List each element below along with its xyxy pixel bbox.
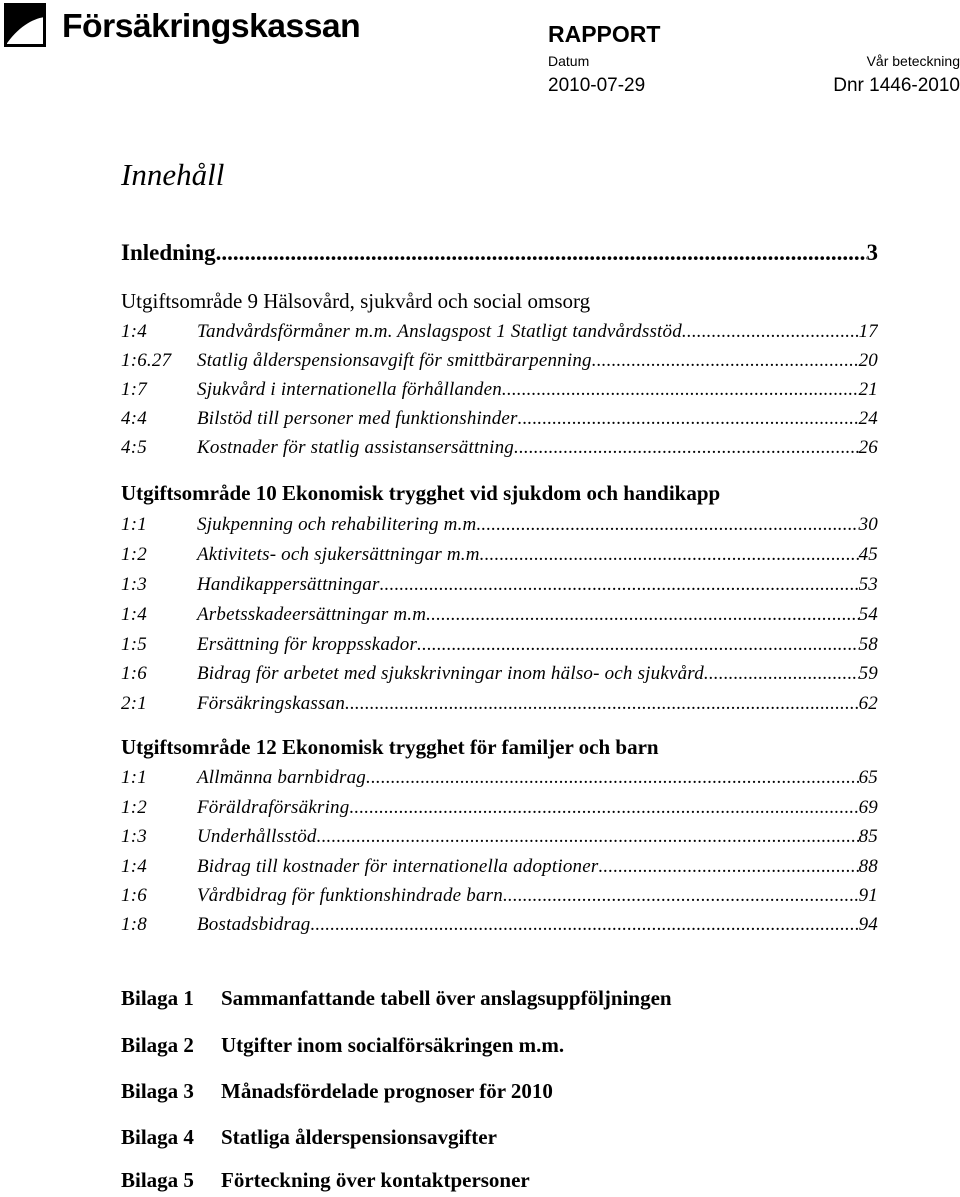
toc-entry-number: 1:4 [121,321,147,342]
toc-entry-page: 20 [858,350,878,371]
toc-entry-number: 1:6.27 [121,350,172,371]
toc-leader-dots [485,544,859,566]
toc-entry-number: 1:6 [121,663,147,684]
toc-entry-page: 45 [858,544,878,565]
reference-label: Vår beteckning [866,53,960,69]
toc-leader-dots [503,885,859,907]
toc-entry[interactable] [121,856,878,878]
forsakringskassan-logo-icon [4,3,46,47]
toc-leader-dots [502,379,859,401]
toc-entry-title: Bidrag till kostnader för internationella adoptioner [197,856,599,877]
toc-entry-title: Försäkringskassan [197,693,346,714]
toc-entry[interactable] [121,693,878,715]
toc-leader-dots [349,797,858,819]
appendix-entry[interactable] [121,1079,553,1104]
toc-entry-number: 1:7 [121,379,147,400]
toc-entry-title: Sjukpenning och rehabilitering m.m. [197,514,482,535]
toc-entry-title: Underhållsstöd [197,826,317,847]
appendix-title: Förteckning över kontaktpersoner [221,1168,530,1192]
toc-entry-title: Sjukvård i internationella förhållanden [197,379,502,400]
toc-entry-page: 59 [858,663,878,684]
toc-entry[interactable] [121,826,878,848]
appendix-number: Bilaga 1 [121,986,194,1010]
toc-entry[interactable] [121,350,878,372]
toc-entry-page: 30 [858,514,878,535]
appendix-number: Bilaga 2 [121,1033,194,1057]
toc-entry-page: 94 [858,914,878,935]
toc-entry[interactable] [121,379,878,401]
appendix-title: Månadsfördelade prognoser för 2010 [221,1079,553,1103]
toc-entry[interactable] [121,574,878,596]
toc-leader-dots [592,350,859,372]
toc-entry[interactable] [121,767,878,789]
toc-entry[interactable] [121,604,878,626]
toc-entry-title: Vårdbidrag för funktionshindrade barn [197,885,503,906]
toc-entry-page: 69 [858,797,878,818]
toc-entry-page: 26 [858,437,878,458]
toc-entry-number: 1:3 [121,826,147,847]
toc-entry[interactable] [121,797,878,819]
toc-entry-number: 1:8 [121,914,147,935]
toc-entry[interactable] [121,437,878,459]
toc-entry-title: Bidrag för arbetet med sjukskrivningar inom hälso- och sjukvård [197,663,704,684]
toc-entry-title: Statlig ålderspensionsavgift för smittbärarpenning [197,350,592,371]
toc-leader-dots [216,240,867,266]
toc-entry-page: 62 [858,693,878,714]
reference-value: Dnr 1446-2010 [833,75,960,96]
appendix-title: Sammanfattande tabell över anslagsuppföljningen [221,986,672,1010]
toc-entry-number: 1:5 [121,634,147,655]
toc-entry-page: 53 [858,574,878,595]
appendix-number: Bilaga 4 [121,1125,194,1149]
toc-entry-number: 1:2 [121,544,147,565]
toc-heading: Innehåll [121,157,225,192]
toc-leader-dots [380,574,859,596]
toc-leader-dots [345,693,859,715]
toc-entry-number: 1:6 [121,885,147,906]
date-value: 2010-07-29 [548,75,646,96]
section-heading[interactable]: Utgiftsområde 9 Hälsovård, sjukvård och social omsorg [121,289,591,313]
toc-entry-number: 1:1 [121,767,147,788]
appendix-title: Statliga ålderspensionsavgifter [221,1125,497,1149]
toc-entry[interactable] [121,321,878,343]
section-heading[interactable]: Utgiftsområde 10 Ekonomisk trygghet vid sjukdom och handikapp [121,481,721,505]
logo [4,2,361,48]
toc-entry-page: 88 [858,856,878,877]
toc-entry-title: Tandvårdsförmåner m.m. Anslagspost 1 Statligt tandvårdsstöd [197,321,682,342]
toc-entry-number: 1:3 [121,574,147,595]
toc-leader-dots [704,663,859,685]
toc-entry-title: Föräldraförsäkring [197,797,350,818]
document-type: RAPPORT [548,21,661,47]
toc-leader-dots [481,514,858,536]
toc-entry-title: Allmänna barnbidrag [197,767,367,788]
toc-entry-page: 21 [858,379,878,400]
toc-leader-dots [417,634,859,656]
toc-leader-dots [431,604,858,626]
section-heading[interactable]: Utgiftsområde 12 Ekonomisk trygghet för familjer och barn [121,735,659,759]
toc-entry-title: Ersättning för kroppsskador [197,634,418,655]
toc-entry-number: 1:4 [121,856,147,877]
toc-leader-dots [310,914,858,936]
toc-leader-dots [366,767,859,789]
toc-leader-dots [514,437,859,459]
toc-entry-number: 4:5 [121,437,147,458]
appendix-number: Bilaga 3 [121,1079,194,1103]
toc-leader-dots [518,408,859,430]
appendix-number: Bilaga 5 [121,1168,194,1192]
toc-entry-title: Arbetsskadeersättningar m.m. [197,604,432,625]
toc-entry[interactable] [121,544,878,566]
appendix-entry[interactable] [121,986,672,1011]
organization-name: Försäkringskassan [62,6,361,44]
report-header [548,20,960,98]
appendix-entry[interactable] [121,1125,497,1150]
toc-entry-page: 3 [866,240,878,265]
toc-entry-page: 24 [858,408,878,429]
toc-entry-title: Handikappersättningar [197,574,380,595]
toc-entry-title: Inledning [121,240,216,265]
toc-entry-inledning[interactable] [121,240,878,266]
toc-entry-title: Kostnader för statlig assistansersättning [197,437,514,458]
toc-leader-dots [317,826,859,848]
toc-entry[interactable] [121,514,878,536]
toc-entry[interactable] [121,408,878,430]
toc-entry-number: 1:1 [121,514,147,535]
toc-entry-number: 1:2 [121,797,147,818]
toc-leader-dots [682,321,859,343]
date-label: Datum [548,53,590,69]
toc-entry-title: Bilstöd till personer med funktionshinder [197,408,518,429]
toc-entry-title: Bostadsbidrag [197,914,311,935]
toc-entry-page: 17 [858,321,878,342]
appendix-title: Utgifter inom socialförsäkringen m.m. [221,1033,565,1057]
toc-entry-page: 85 [858,826,878,847]
toc-entry-page: 58 [858,634,878,655]
toc-entry[interactable] [121,634,878,656]
toc-entry[interactable] [121,885,878,907]
toc-entry[interactable] [121,914,878,936]
toc-entry-page: 54 [858,604,878,625]
appendix-entry[interactable] [121,1168,530,1193]
appendix-entry[interactable] [121,1033,564,1058]
toc-entry-number: 1:4 [121,604,147,625]
toc-entry-page: 91 [858,885,878,906]
toc-entry-page: 65 [858,767,878,788]
toc-leader-dots [598,856,858,878]
toc-entry-number: 2:1 [121,693,147,714]
toc-entry-title: Aktivitets- och sjukersättningar m.m. [197,544,485,565]
toc-entry-number: 4:4 [121,408,147,429]
toc-entry[interactable] [121,663,878,685]
